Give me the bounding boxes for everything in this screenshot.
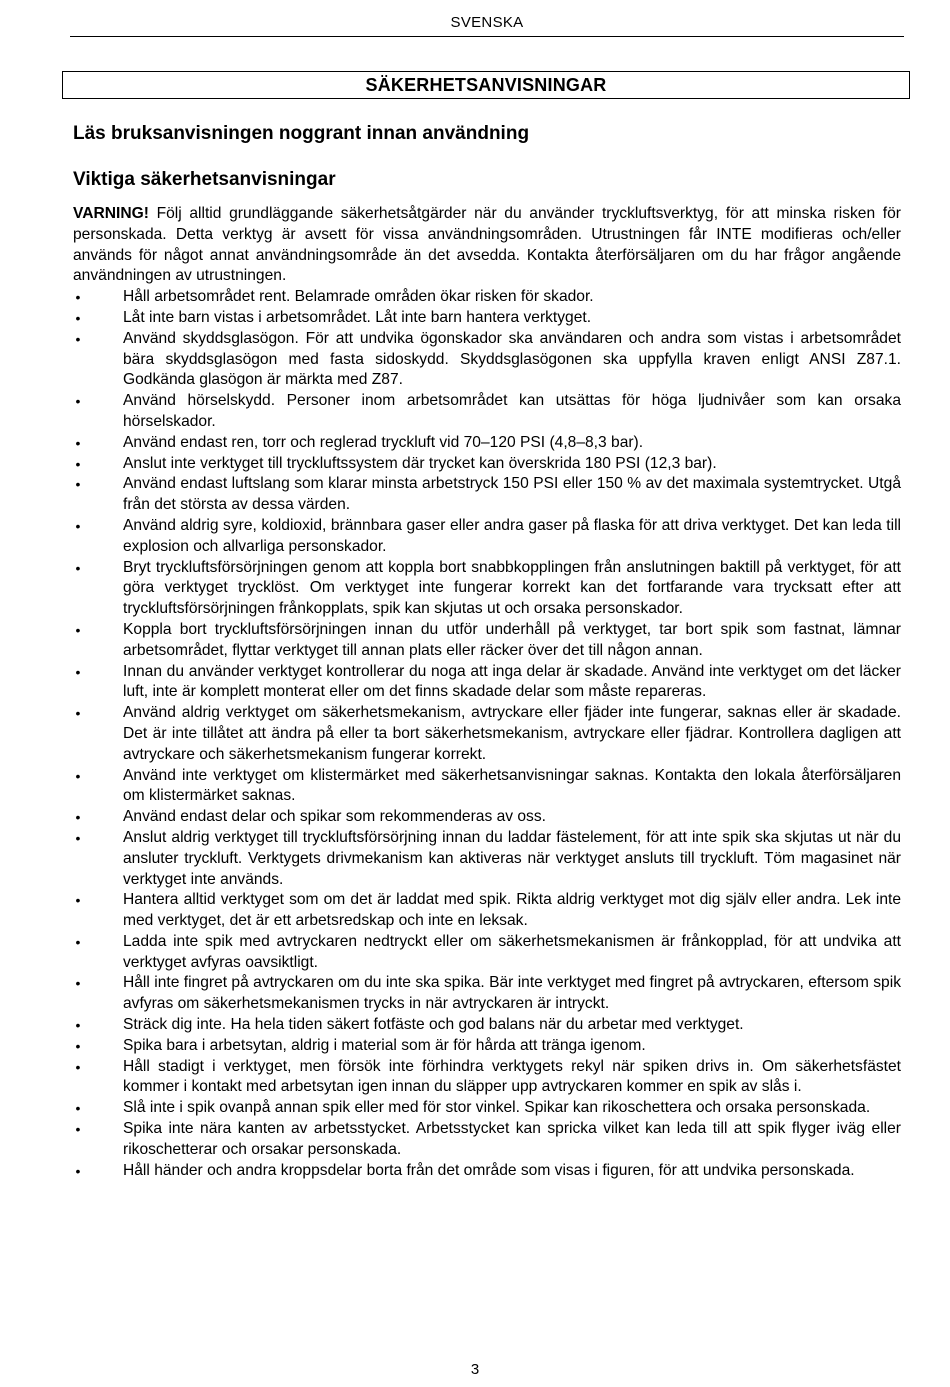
warning-text: Följ alltid grundläggande säkerhetsåtgärder när du använder tryckluftsverktyg, för att minska risken för personskada. Detta verktyg är avsett för vissa användningsområden. Utrustningen får INTE modifieras och/eller används för något annat användningsområde än det avsedda. Kontakta återförsäljaren om du har frågor angående användningen av utrustningen.	[73, 205, 901, 285]
bullet-icon: •	[75, 517, 81, 534]
list-item-text: Slå inte i spik ovanpå annan spik eller med för stor vinkel. Spikar kan rikoschettera och orsaka personskada.	[123, 1099, 871, 1117]
list-item	[73, 662, 901, 704]
bullet-icon: •	[75, 621, 81, 638]
bullet-icon: •	[75, 476, 81, 493]
list-item-text: Använd inte verktyget om klistermärket med säkerhetsanvisningar saknas. Kontakta den lokala återförsäljaren om klistermärket saknas.	[123, 766, 901, 805]
list-item	[73, 308, 901, 329]
bullet-icon: •	[75, 892, 81, 909]
heading-important-instructions: Viktiga säkerhetsanvisningar	[73, 169, 336, 190]
bullet-icon: •	[75, 309, 81, 326]
bullet-icon: •	[75, 455, 81, 472]
bullet-icon: •	[75, 289, 81, 306]
list-item	[73, 1161, 901, 1182]
list-item-text: Använd endast ren, torr och reglerad tryckluft vid 70–120 PSI (4,8–8,3 bar).	[123, 433, 644, 451]
list-item-text: Spika inte nära kanten av arbetsstycket. Arbetsstycket kan spricka vilket kan leda till att spik flyger iväg eller rikoschetterar och orsakar personskada.	[123, 1120, 901, 1158]
list-item	[73, 620, 901, 662]
heading-read-manual: Läs bruksanvisningen noggrant innan användning	[73, 123, 530, 144]
bullet-icon: •	[75, 975, 81, 992]
list-item-text: Använd endast luftslang som klarar minsta arbetstryck 150 PSI eller 150 % av det maximala systemtrycket. Utgå från det största av dessa värden.	[123, 475, 901, 514]
bullet-icon: •	[75, 434, 81, 451]
list-item-text: Ladda inte spik med avtryckaren nedtryckt eller om säkerhetsmekanismen är frånkopplad, för att undvika att verktyget avfyras oavsiktligt.	[123, 932, 901, 971]
page-header-language: SVENSKA	[450, 14, 524, 31]
bullet-icon: •	[75, 829, 81, 846]
list-item-text: Anslut inte verktyget till tryckluftssystem där trycket kan överskrida 180 PSI (12,3 bar).	[123, 454, 717, 472]
list-item	[73, 1119, 901, 1161]
bullet-icon: •	[75, 330, 81, 347]
bullet-icon: •	[75, 559, 81, 576]
list-item-text: Spika bara i arbetsytan, aldrig i material som är för hårda att tränga igenom.	[123, 1036, 646, 1054]
list-item	[73, 391, 901, 433]
bullet-icon: •	[75, 933, 81, 950]
warning-paragraph	[73, 204, 901, 287]
list-item-text: Håll inte fingret på avtryckaren om du inte ska spika. Bär inte verktyget med fingret på avtryckaren, eftersom spik avfyras om säkerhetsmekanismen trycks in när avtryckaren är intryckt.	[123, 974, 901, 1013]
list-item-text: Hantera alltid verktyget som om det är laddat med spik. Rikta aldrig verktyget mot dig själv eller andra. Lek inte med verktyget, det är ett arbetsredskap och inte en leksak.	[123, 891, 901, 930]
bullet-icon: •	[75, 809, 81, 826]
list-item-text: Sträck dig inte. Ha hela tiden säkert fotfäste och god balans när du arbetar med verktyget.	[123, 1016, 744, 1034]
list-item	[73, 1015, 901, 1036]
list-item	[73, 474, 901, 516]
safety-bullet-list	[73, 287, 901, 1181]
list-item	[73, 1036, 901, 1057]
list-item-text: Låt inte barn vistas i arbetsområdet. Låt inte barn hantera verktyget.	[123, 308, 592, 326]
list-item-text: Använd hörselskydd. Personer inom arbetsområdet kan utsättas för höga ljudnivåer som kan orsaka hörselskador.	[123, 392, 901, 430]
warning-label: VARNING!	[73, 205, 149, 222]
bullet-icon: •	[75, 1058, 81, 1075]
list-item	[73, 516, 901, 558]
bullet-icon: •	[75, 393, 81, 410]
list-item-text: Innan du använder verktyget kontrollerar du noga att inga delar är skadade. Använd inte verktyget om det läcker luft, inte är komplett monterat eller om det finns skadade delar som måste repareras.	[123, 662, 901, 701]
bullet-icon: •	[75, 767, 81, 784]
list-item	[73, 433, 901, 454]
list-item-text: Använd aldrig verktyget om säkerhetsmekanism, avtryckare eller fjäder inte fungerar, saknas eller är skadade. Det är inte tillåtet att ändra på eller ta bort säkerhetsmekanism, avtryckare eller fjädrar. Kontrollera dagligen att avtryckare och säkerhetsmekanism fungerar korrekt.	[123, 704, 901, 763]
list-item	[73, 454, 901, 475]
list-item	[73, 973, 901, 1015]
list-item	[73, 766, 901, 808]
bullet-icon: •	[75, 1100, 81, 1117]
list-item	[73, 828, 901, 890]
list-item	[73, 932, 901, 974]
bullet-icon: •	[75, 1037, 81, 1054]
list-item-text: Bryt tryckluftsförsörjningen genom att koppla bort snabbkopplingen från anslutningen baktill på verktyget, för att göra verktyget trycklöst. Om verktyget inte fungerar korrekt kan det fortfarande vara trycksatt efter att tryckluftsförsörjningen frånkopplats, spik kan skjutas ut och orsaka personskador.	[123, 558, 901, 618]
list-item-text: Använd aldrig syre, koldioxid, brännbara gaser eller andra gaser på flaska för att driva verktyget. Det kan leda till explosion och allvarliga personskador.	[123, 516, 901, 555]
bullet-icon: •	[75, 1121, 81, 1138]
list-item-text: Använd endast delar och spikar som rekommenderas av oss.	[123, 808, 546, 826]
list-item-text: Håll stadigt i verktyget, men försök inte förhindra verktygets rekyl när spiken drivs in. Om säkerhetsfästet kommer i kontakt med arbetsytan igen innan du släpper upp avtryckaren kommer en spik av slås i.	[123, 1057, 901, 1096]
list-item	[73, 807, 901, 828]
bullet-icon: •	[75, 705, 81, 722]
list-item	[73, 329, 901, 391]
safety-content	[73, 204, 901, 1181]
list-item	[73, 890, 901, 932]
list-item-text: Håll arbetsområdet rent. Belamrade områden ökar risken för skador.	[123, 288, 594, 306]
list-item	[73, 1098, 901, 1119]
list-item-text: Använd skyddsglasögon. För att undvika ögonskador ska användaren och andra som vistas i arbetsområdet bära skyddsglasögon med fasta sidoskydd. Skyddsglasögonen ska uppfylla kraven enligt ANSI Z87.1. Godkända glasögon är märkta med Z87.	[123, 329, 901, 389]
list-item-text: Koppla bort tryckluftsförsörjningen innan du utför underhåll på verktyget, tar bort spik som fastnat, lämnar arbetsområdet, flyttar verktyget till annan plats eller räcker över det till någon annan.	[123, 620, 901, 659]
list-item-text: Anslut aldrig verktyget till tryckluftsförsörjning innan du laddar fästelement, för att inte spik ska skjutas ut när du ansluter tryckluft. Verktygets drivmekanism kan aktiveras när verktyget ansluts till tryckluft. Töm magasinet när verktyget inte används.	[123, 828, 901, 888]
bullet-icon: •	[75, 1017, 81, 1034]
list-item	[73, 558, 901, 620]
bullet-icon: •	[75, 663, 81, 680]
header-divider	[70, 36, 904, 37]
list-item	[73, 1057, 901, 1099]
page-number: 3	[470, 1361, 480, 1378]
list-item	[73, 703, 901, 765]
list-item	[73, 287, 901, 308]
section-title: SÄKERHETSANVISNINGAR	[62, 71, 910, 99]
bullet-icon: •	[75, 1162, 81, 1179]
list-item-text: Håll händer och andra kroppsdelar borta från det område som visas i figuren, för att undvika personskada.	[123, 1161, 855, 1179]
